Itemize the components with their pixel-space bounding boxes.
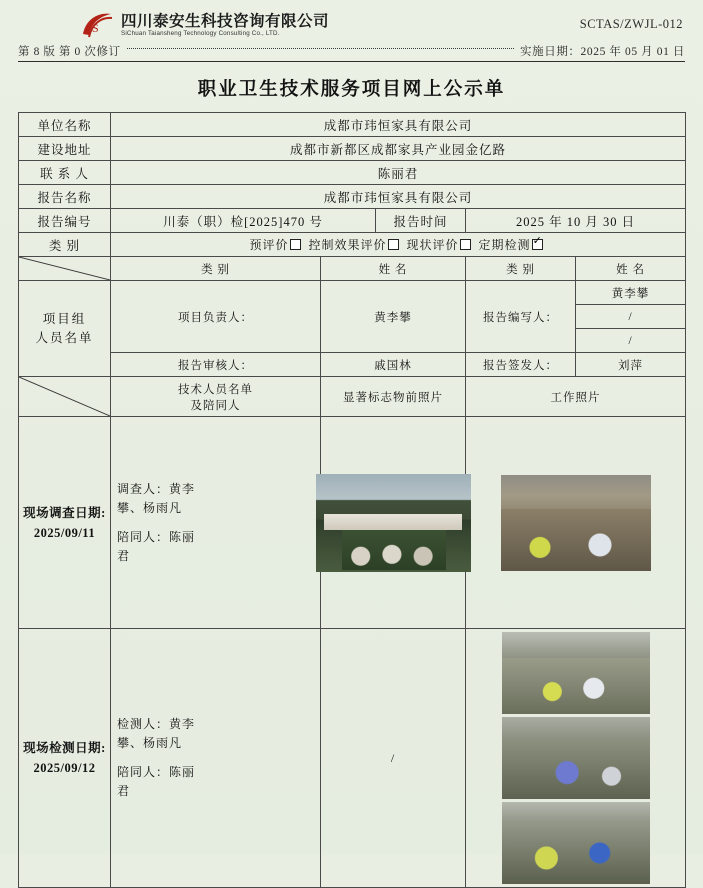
detection-staff-line4: 君 — [117, 784, 131, 798]
table-row-unit — [19, 113, 686, 137]
detection-date-value: 2025/09/12 — [33, 761, 96, 775]
workshop-measure-photo-2 — [502, 717, 650, 799]
team-group-label — [19, 281, 111, 377]
detection-date-cell — [19, 629, 111, 888]
team-group-label-line2: 人员名单 — [35, 330, 94, 345]
survey-sign-photo-cell — [321, 417, 466, 629]
workshop-inspection-photo — [501, 475, 651, 571]
category-option-2[interactable]: 现状评价 — [407, 238, 471, 252]
table-row-category — [19, 233, 686, 257]
document-header — [18, 8, 685, 42]
team-name-left-3: 戚国林 — [321, 353, 466, 377]
team-name-right-2: / — [576, 329, 686, 353]
photo-col-work-label: 工作照片 — [466, 377, 686, 417]
contact-value: 陈丽君 — [111, 161, 686, 185]
team-group-label-line1: 项目组 — [42, 311, 87, 326]
dot-leader — [127, 48, 514, 49]
report-name-value: 成都市玮恒家具有限公司 — [111, 185, 686, 209]
site-sign-group-photo — [316, 474, 471, 572]
category-option-1[interactable]: 控制效果评价 — [309, 238, 399, 252]
effective-date-text: 实施日期：2025 年 05 月 01 日 — [520, 46, 685, 58]
site-label: 建设地址 — [19, 137, 111, 161]
table-row-team-0 — [19, 281, 686, 305]
company-logo-block — [80, 10, 329, 40]
table-row-team-header — [19, 257, 686, 281]
survey-date-cell — [19, 417, 111, 629]
svg-text:S: S — [92, 21, 99, 35]
table-row-survey — [19, 417, 686, 629]
report-time-value: 2025 年 10 月 30 日 — [466, 209, 686, 233]
detection-sign-photo-value: / — [321, 629, 466, 888]
table-row-report-name — [19, 185, 686, 209]
workshop-measure-photo-1 — [502, 632, 650, 714]
team-role-right-3: 报告签发人： — [466, 353, 576, 377]
team-name-right-3: 刘萍 — [576, 353, 686, 377]
team-col-name-2: 姓 名 — [576, 257, 686, 281]
detection-date-label: 现场检测日期: — [23, 741, 106, 755]
company-name-block — [121, 13, 329, 38]
detection-staff-line2: 攀、杨雨凡 — [117, 736, 183, 750]
team-name-right-1: / — [576, 305, 686, 329]
page-title: 职业卫生技术服务项目网上公示单 — [197, 80, 506, 100]
detection-staff-line3: 陪同人：陈丽 — [117, 765, 196, 779]
photo-col-staff-label — [111, 377, 321, 417]
team-role-right-0: 报告编写人： — [466, 281, 576, 353]
team-col-category-1: 类 别 — [111, 257, 321, 281]
photo-col-staff-label-line1: 技术人员名单 — [178, 383, 253, 396]
unit-name-label: 单位名称 — [19, 113, 111, 137]
version-row — [18, 43, 685, 59]
category-options — [111, 233, 686, 257]
table-row-team-3 — [19, 353, 686, 377]
team-role-left-0: 项目负责人： — [111, 281, 321, 353]
photo-col-sign-label: 显著标志物前照片 — [321, 377, 466, 417]
company-name-en: SiChuan Taiansheng Technology Consulting Co., LTD. — [121, 29, 280, 37]
company-name-cn: 四川泰安生科技咨询有限公司 — [121, 12, 330, 30]
report-time-label: 报告时间 — [376, 209, 466, 233]
survey-date-value: 2025/09/11 — [33, 525, 96, 540]
team-role-left-3: 报告审核人： — [111, 353, 321, 377]
contact-label: 联 系 人 — [19, 161, 111, 185]
photo-col-staff-label-line2: 及陪同人 — [190, 399, 241, 412]
workshop-measure-photo-3 — [502, 802, 650, 884]
category-label: 类 别 — [19, 233, 111, 257]
table-row-site — [19, 137, 686, 161]
table-row-report-no — [19, 209, 686, 233]
table-row-detection — [19, 629, 686, 888]
table-row-contact — [19, 161, 686, 185]
photo-diagonal-cell — [19, 377, 111, 417]
site-value: 成都市新都区成都家具产业园金亿路 — [111, 137, 686, 161]
notice-table — [18, 112, 686, 888]
detection-staff-line1: 检测人：黄李 — [117, 717, 196, 731]
unit-name-value: 成都市玮恒家具有限公司 — [111, 113, 686, 137]
category-option-3[interactable]: 定期检测✓ — [479, 238, 543, 252]
survey-staff-line4: 君 — [117, 548, 131, 563]
version-text: 第 8 版 第 0 次修订 — [18, 46, 121, 58]
report-no-label: 报告编号 — [19, 209, 111, 233]
survey-staff-cell — [111, 417, 321, 629]
survey-staff-line1: 调查人：黄李 — [117, 481, 196, 496]
detection-staff-cell — [111, 629, 321, 888]
company-logo-icon — [80, 10, 114, 40]
detection-work-photo-cell — [466, 629, 686, 888]
survey-work-photo-cell — [466, 417, 686, 629]
team-name-left-0: 黄李攀 — [321, 281, 466, 353]
team-col-category-2: 类 别 — [466, 257, 576, 281]
table-row-photo-header — [19, 377, 686, 417]
report-name-label: 报告名称 — [19, 185, 111, 209]
category-option-0[interactable]: 预评价 — [250, 238, 301, 252]
document-code: SCTAS/ZWJL-012 — [579, 17, 683, 31]
survey-staff-line3: 陪同人：陈丽 — [117, 529, 196, 544]
team-diagonal-cell — [19, 257, 111, 281]
team-col-name-1: 姓 名 — [321, 257, 466, 281]
header-divider — [18, 61, 685, 62]
team-name-right-0: 黄李攀 — [576, 281, 686, 305]
survey-date-label: 现场调查日期: — [23, 505, 106, 520]
report-no-value: 川泰（职）检[2025]470 号 — [111, 209, 376, 233]
survey-staff-line2: 攀、杨雨凡 — [117, 500, 183, 515]
